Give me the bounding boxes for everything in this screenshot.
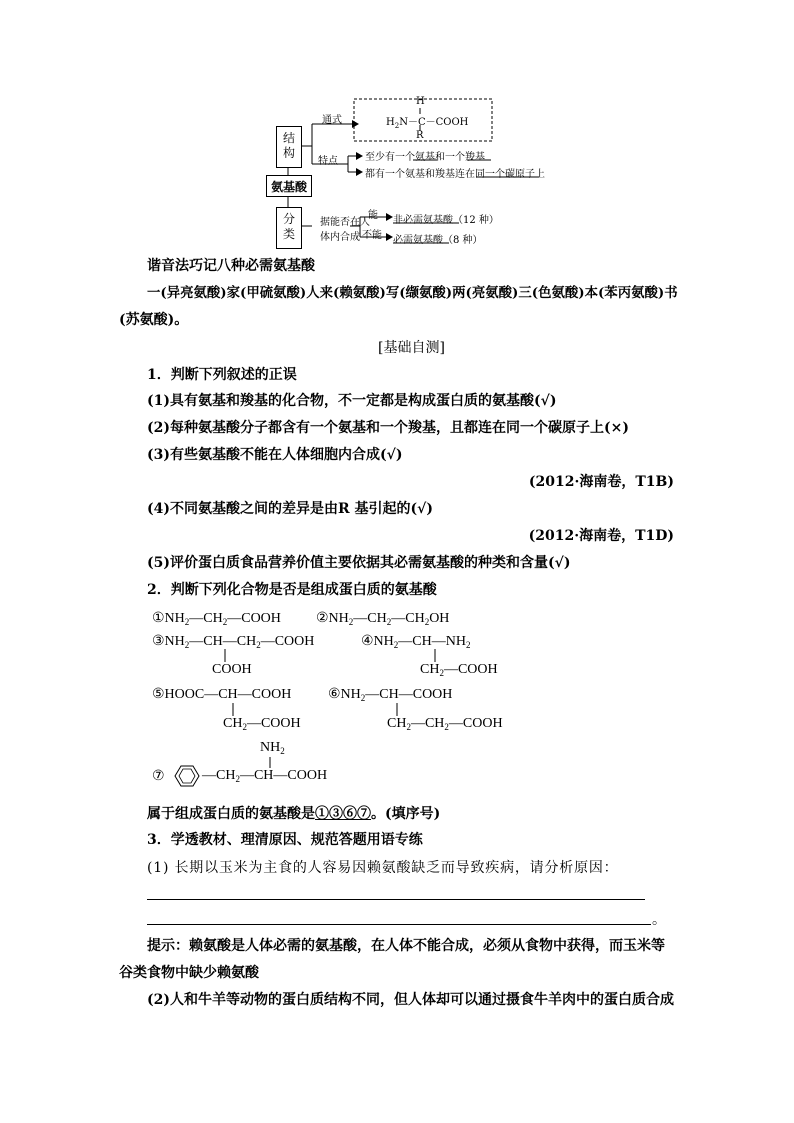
q1-item-5: (5)评价蛋白质食品营养价值主要依据其必需氨基酸的种类和含量(√) [147, 555, 571, 571]
amino-acid-box-label: 氨基酸 [271, 180, 308, 194]
mnemonic-line-1: 一(异亮氨酸)家(甲硫氨酸)人来(赖氨酸)写(缬氨酸)两(亮氨酸)三(色氨酸)本(苯丙氨酸)书 [147, 285, 678, 301]
compound-6-branch: $CH_2—CH_2—COOH$ [387, 716, 503, 732]
q1-item-4-source: (2012·海南卷，T1D) [528, 528, 674, 544]
answer-blank-line-2[interactable] [147, 924, 651, 925]
compound-4: $④NH_2—CH—NH_2$ [361, 634, 471, 650]
compound-5: ⑤HOOC—CH—COOH [152, 687, 292, 702]
answer-blank-line-1[interactable] [147, 899, 645, 900]
nonessential-result: 非必需氨基酸（12 种） [393, 215, 499, 226]
classification-box-label: 分类 [283, 212, 296, 241]
classification-criterion-2: 体内合成 [320, 232, 360, 243]
q1-title: 1．判断下列叙述的正误 [147, 367, 297, 383]
compound-1: $①NH_2—CH_2—COOH$ [152, 611, 281, 627]
compound-2: $②NH_2—CH_2—CH_2OH$ [316, 611, 450, 627]
feature-label: 特点 [318, 156, 338, 167]
feature-1: 至少有一个氨基和一个羧基 [365, 152, 485, 163]
q2-answer-value: ①③⑥⑦ [315, 806, 371, 822]
compound-4-branch: $CH_2—COOH$ [420, 662, 498, 678]
q2-title: 2．判断下列化合物是否是组成蛋白质的氨基酸 [147, 582, 437, 598]
structure-box-label: 结构 [283, 131, 296, 160]
q1-item-4: (4)不同氨基酸之间的差异是由R 基引起的(√) [147, 501, 433, 517]
q3-prompt-2: (2)人和牛羊等动物的蛋白质结构不同，但人体却可以通过摄食牛羊肉中的蛋白质合成 [147, 992, 674, 1008]
compound-7-top: $NH_2$ [260, 740, 285, 756]
feature-2: 都有一个氨基和羧基连在同一个碳原子上 [365, 169, 545, 180]
q1-item-2: (2)每种氨基酸分子都含有一个氨基和一个羧基，且都连在同一个碳原子上(×) [147, 420, 629, 436]
benzene-ring-icon [178, 766, 198, 786]
can-label: 能 [368, 210, 378, 221]
formula-label: 通式 [322, 115, 342, 126]
q1-item-1: (1)具有氨基和羧基的化合物，不一定都是构成蛋白质的氨基酸(√) [147, 393, 557, 409]
compound-6: $⑥NH_2—CH—COOH$ [328, 687, 453, 703]
q3-title: 3．学透教材、理清原因、规范答题用语专练 [147, 832, 423, 848]
mnemonic-line-2: (苏氨酸)。 [119, 312, 189, 328]
q3-hint-line-2: 谷类食物中缺少赖氨酸 [119, 965, 259, 981]
general-formula: $H_2N-C-COOH$ [386, 117, 469, 130]
q3-prompt-1: (1) 长期以玉米为主食的人容易因赖氨酸缺乏而导致疾病，请分析原因： [147, 860, 619, 876]
q3-hint-line-1: 提示：赖氨酸是人体必需的氨基酸，在人体不能合成，必须从食物中获得，而玉米等 [147, 938, 665, 954]
formula-bottom-r: R [416, 130, 424, 141]
compound-3: $③NH_2—CH—CH_2—COOH$ [152, 634, 315, 650]
mnemonic-title: 谐音法巧记八种必需氨基酸 [147, 258, 315, 274]
compound-3-branch: COOH [212, 662, 252, 677]
section-title: [基础自测] [378, 340, 445, 356]
compound-7-label: ⑦ [152, 769, 165, 784]
q1-item-3-source: (2012·海南卷，T1B) [528, 474, 674, 490]
q1-item-3: (3)有些氨基酸不能在人体细胞内合成(√) [147, 447, 403, 463]
classification-criterion-1: 据能否在人 [320, 217, 370, 228]
formula-top-h: H [416, 96, 425, 107]
compound-5-branch: $CH_2—COOH$ [223, 716, 301, 732]
compound-7-chain: $—CH_2—CH—COOH$ [202, 768, 328, 784]
blank-end-period: 。 [652, 912, 666, 928]
q2-answer: 属于组成蛋白质的氨基酸是①③⑥⑦。(填序号) [147, 806, 441, 822]
essential-result: 必需氨基酸（8 种） [393, 235, 483, 246]
cannot-label: 不能 [362, 230, 382, 241]
